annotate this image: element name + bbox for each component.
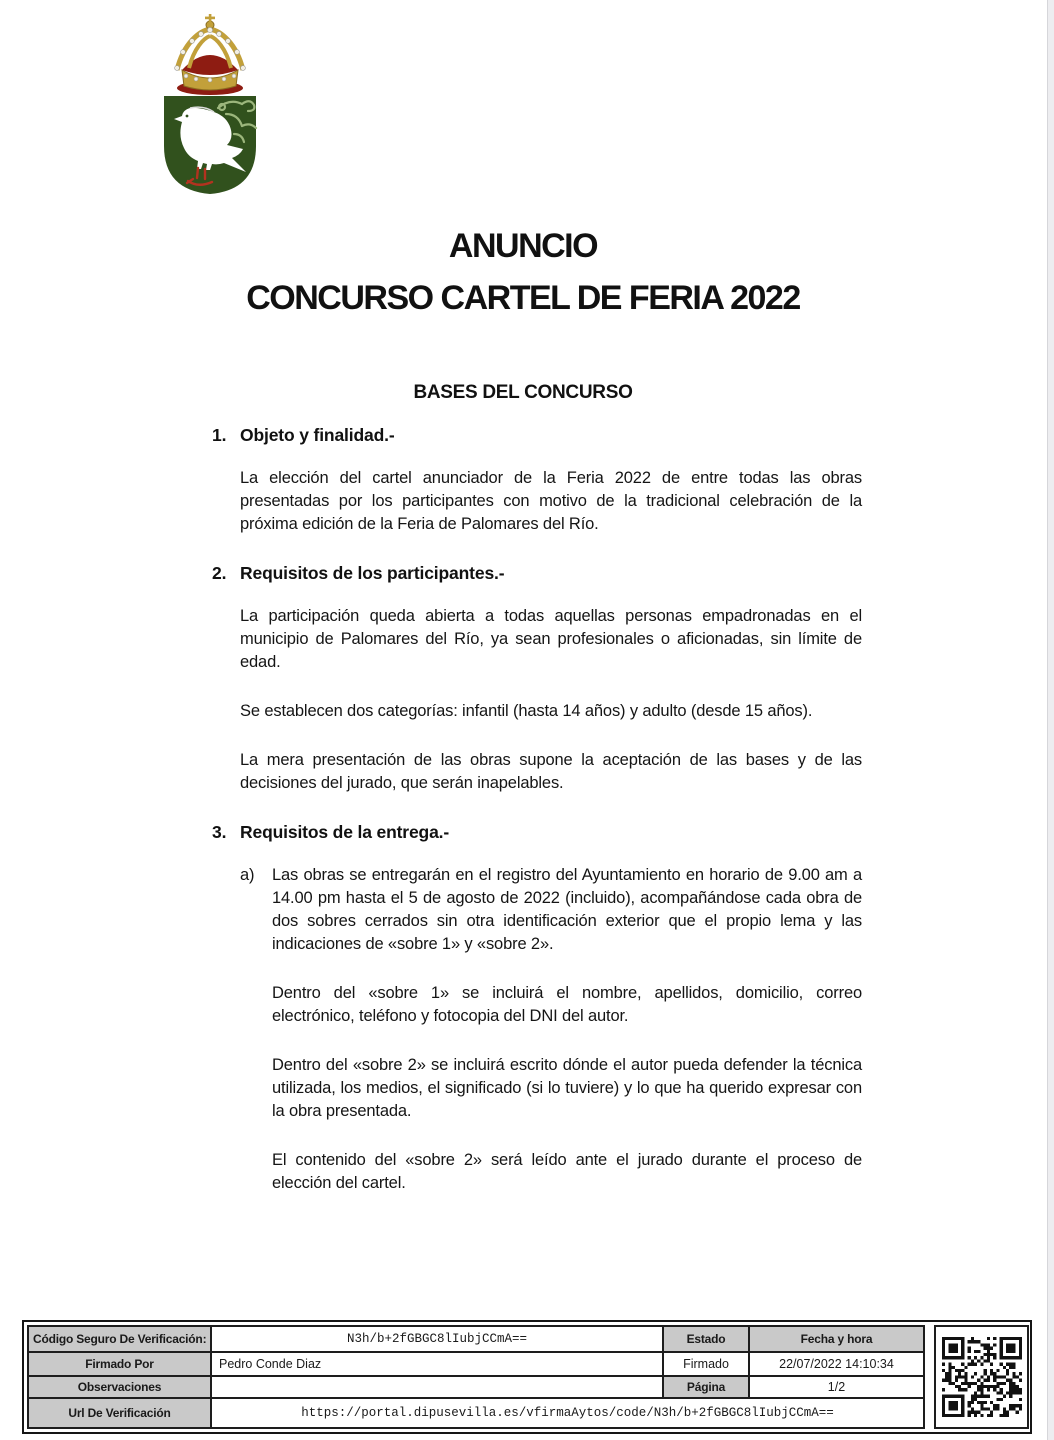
paragraph: El contenido del «sobre 2» será leído ante el jurado durante el proceso de elección del cartel. bbox=[272, 1151, 862, 1192]
shield-dove-icon bbox=[164, 96, 256, 194]
document-body bbox=[212, 424, 864, 1221]
list-text: Las obras se entregarán en el registro del Ayuntamiento en horario de 9.00 am a 14.00 pm hasta el 5 de agosto de 2022 (incluido), acompañándose cada obra de dos sobres cerrados sin otra identificación exterior que el propio lema y las indicaciones de «sobre 1» y «sobre 2». bbox=[272, 866, 862, 953]
paragraph: Dentro del «sobre 1» se incluirá el nombre, apellidos, domicilio, correo electrónico, teléfono y fotocopia del DNI del autor. bbox=[272, 984, 862, 1025]
fecha-hora-header: Fecha y hora bbox=[749, 1326, 924, 1352]
paragraph: La elección del cartel anunciador de la Feria 2022 de entre todas las obras presentadas por los participantes con motivo de la tradicional celebración de la próxima edición de la Feria de Palomares del Río. bbox=[240, 469, 862, 533]
observaciones-label: Observaciones bbox=[28, 1376, 211, 1398]
signature-table bbox=[27, 1325, 925, 1429]
title-line-1: ANUNCIO bbox=[448, 227, 598, 265]
paragraph: La participación queda abierta a todas aquellas personas empadronadas en el municipio de Palomares del Río, ya sean profesionales o aficionadas, sin límite de edad. bbox=[240, 607, 862, 671]
crown-icon bbox=[175, 14, 246, 95]
firmado-por-label: Firmado Por bbox=[28, 1352, 211, 1376]
firmado-por-value: Pedro Conde Diaz bbox=[211, 1352, 663, 1376]
table-row bbox=[28, 1326, 924, 1352]
section-title: Requisitos de la entrega.- bbox=[240, 822, 450, 842]
list-marker: a) bbox=[240, 866, 255, 884]
csv-label: Código Seguro De Verificación: bbox=[28, 1326, 211, 1352]
list-item-a bbox=[240, 864, 862, 956]
csv-value: N3h/b+2fGBGC8lIubjCCmA== bbox=[211, 1326, 663, 1352]
section-3-heading bbox=[212, 821, 864, 844]
pagina-value: 1/2 bbox=[749, 1376, 924, 1398]
section-title: Objeto y finalidad.- bbox=[240, 425, 395, 445]
section-number: 2. bbox=[212, 563, 227, 583]
title-line-2: CONCURSO CARTEL DE FERIA 2022 bbox=[246, 279, 800, 317]
table-row bbox=[28, 1398, 924, 1428]
qr-code-icon bbox=[942, 1337, 1022, 1417]
table-row bbox=[28, 1352, 924, 1376]
section-number: 1. bbox=[212, 425, 227, 445]
observaciones-value bbox=[211, 1376, 663, 1398]
paragraph: Se establecen dos categorías: infantil (hasta 14 años) y adulto (desde 15 años). bbox=[240, 702, 813, 720]
fecha-hora-value: 22/07/2022 14:10:34 bbox=[749, 1352, 924, 1376]
page-edge bbox=[1047, 0, 1054, 1440]
url-label: Url De Verificación bbox=[28, 1398, 211, 1428]
document-title bbox=[0, 220, 1046, 324]
section-title: Requisitos de los participantes.- bbox=[240, 563, 505, 583]
table-row bbox=[28, 1376, 924, 1398]
document-subtitle: BASES DEL CONCURSO bbox=[413, 382, 633, 403]
section-2-heading bbox=[212, 562, 864, 585]
signature-verification-footer bbox=[22, 1320, 1032, 1434]
section-number: 3. bbox=[212, 822, 227, 842]
section-1-heading bbox=[212, 424, 864, 447]
estado-header: Estado bbox=[663, 1326, 749, 1352]
verification-url-link[interactable]: https://portal.dipusevilla.es/vfirmaAytos/code/N3h/b+2fGBGC8lIubjCCmA== bbox=[211, 1398, 924, 1428]
municipal-coat-of-arms bbox=[158, 14, 262, 196]
qr-code-container bbox=[934, 1325, 1029, 1429]
estado-value: Firmado bbox=[663, 1352, 749, 1376]
paragraph: La mera presentación de las obras supone la aceptación de las bases y de las decisiones del jurado, que serán inapelables. bbox=[240, 751, 862, 792]
paragraph: Dentro del «sobre 2» se incluirá escrito dónde el autor pueda defender la técnica utilizada, los medios, el significado (si lo tuviere) y lo que ha querido expresar con la obra presentada. bbox=[272, 1056, 862, 1120]
pagina-label: Página bbox=[663, 1376, 749, 1398]
